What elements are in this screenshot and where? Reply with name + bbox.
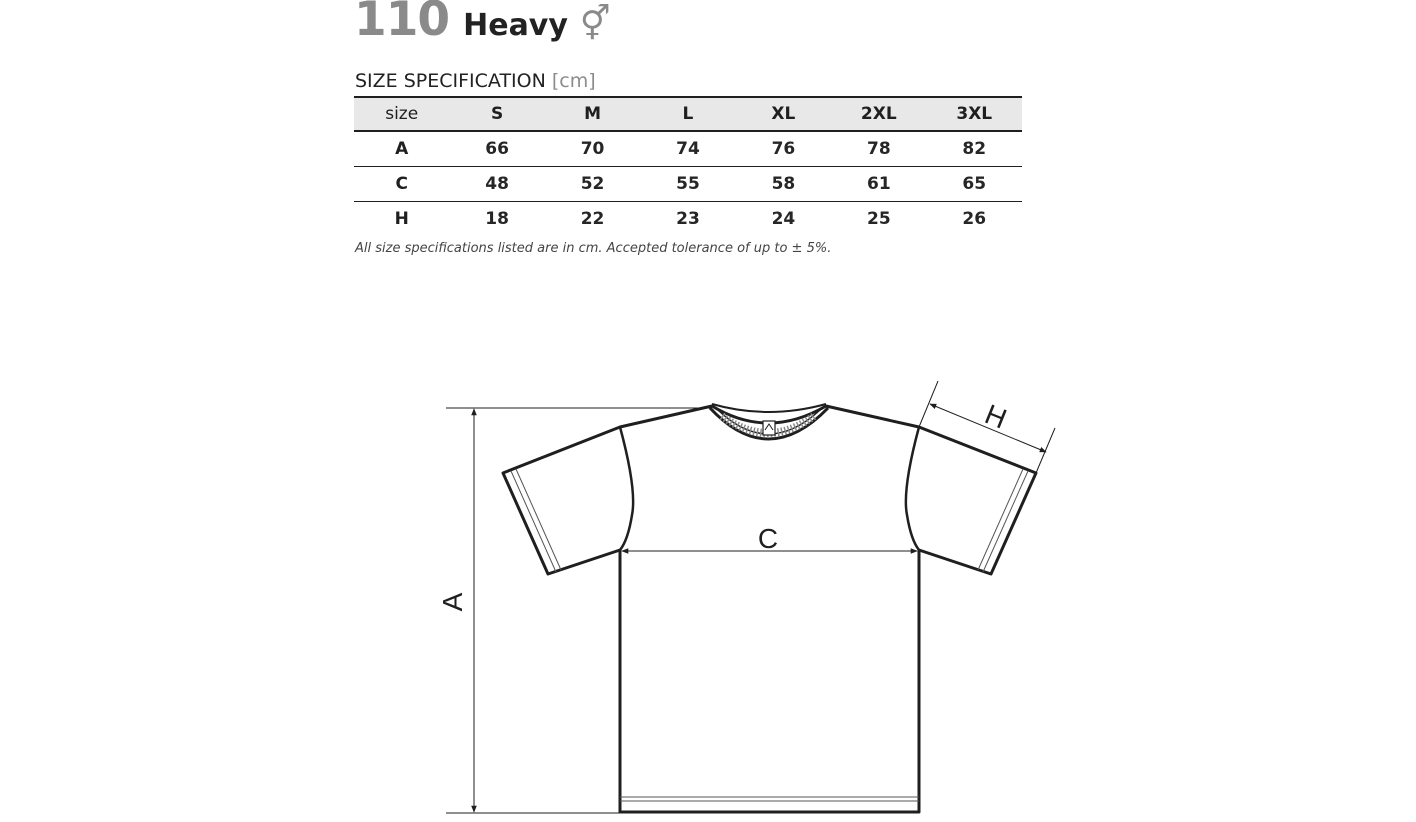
label-c: C [757,523,779,554]
table-cell: 70 [580,139,605,159]
tshirt-outline [503,406,1036,812]
size-column-header: 3XL [956,104,993,124]
size-column-header: S [491,104,504,124]
product-header [354,0,611,52]
table-cell: 55 [676,174,700,194]
row-label: H [394,209,409,229]
tolerance-note: All size specifications listed are in cm. Accepted tolerance of up to ± 5%. [355,241,832,256]
label-h: H [980,398,1011,435]
tshirt-measurement-diagram [420,370,1070,820]
table-cell: 76 [771,139,796,159]
table-cell: 74 [676,139,700,159]
dimension-a [446,408,712,813]
spec-title-text: SIZE SPECIFICATION [355,70,546,92]
table-cell: 23 [676,209,700,229]
table-cell: 24 [771,209,796,229]
table-cell: 25 [866,209,891,229]
table-row [354,131,1022,167]
spec-unit: [cm] [551,70,596,92]
model-number: 110 [354,0,450,47]
spec-title [355,70,596,92]
size-column-header: XL [771,104,796,124]
size-column-header: M [584,104,602,124]
table-cell: 58 [771,174,796,194]
table-row [354,167,1022,202]
size-header-row [354,97,1022,131]
size-column-header: 2XL [860,104,897,124]
sleeve-hem-stitching [511,469,1028,572]
model-name: Heavy [463,8,568,43]
label-a: A [437,592,468,612]
table-cell: 52 [580,174,605,194]
table-cell: 82 [962,139,987,159]
size-table [354,96,1022,236]
table-cell: 26 [962,209,987,229]
size-corner-label: size [385,104,419,124]
table-cell: 61 [866,174,891,194]
table-cell: 78 [866,139,891,159]
collar [710,404,828,439]
unisex-icon: ⚥ [579,4,611,44]
table-row [354,202,1022,237]
row-label: C [395,174,408,194]
table-cell: 22 [580,209,605,229]
row-label: A [395,139,409,159]
table-cell: 48 [485,174,509,194]
table-cell: 18 [485,209,509,229]
bottom-hem-stitching [620,797,919,801]
table-cell: 65 [962,174,987,194]
size-column-header: L [682,104,694,124]
table-cell: 66 [485,139,509,159]
